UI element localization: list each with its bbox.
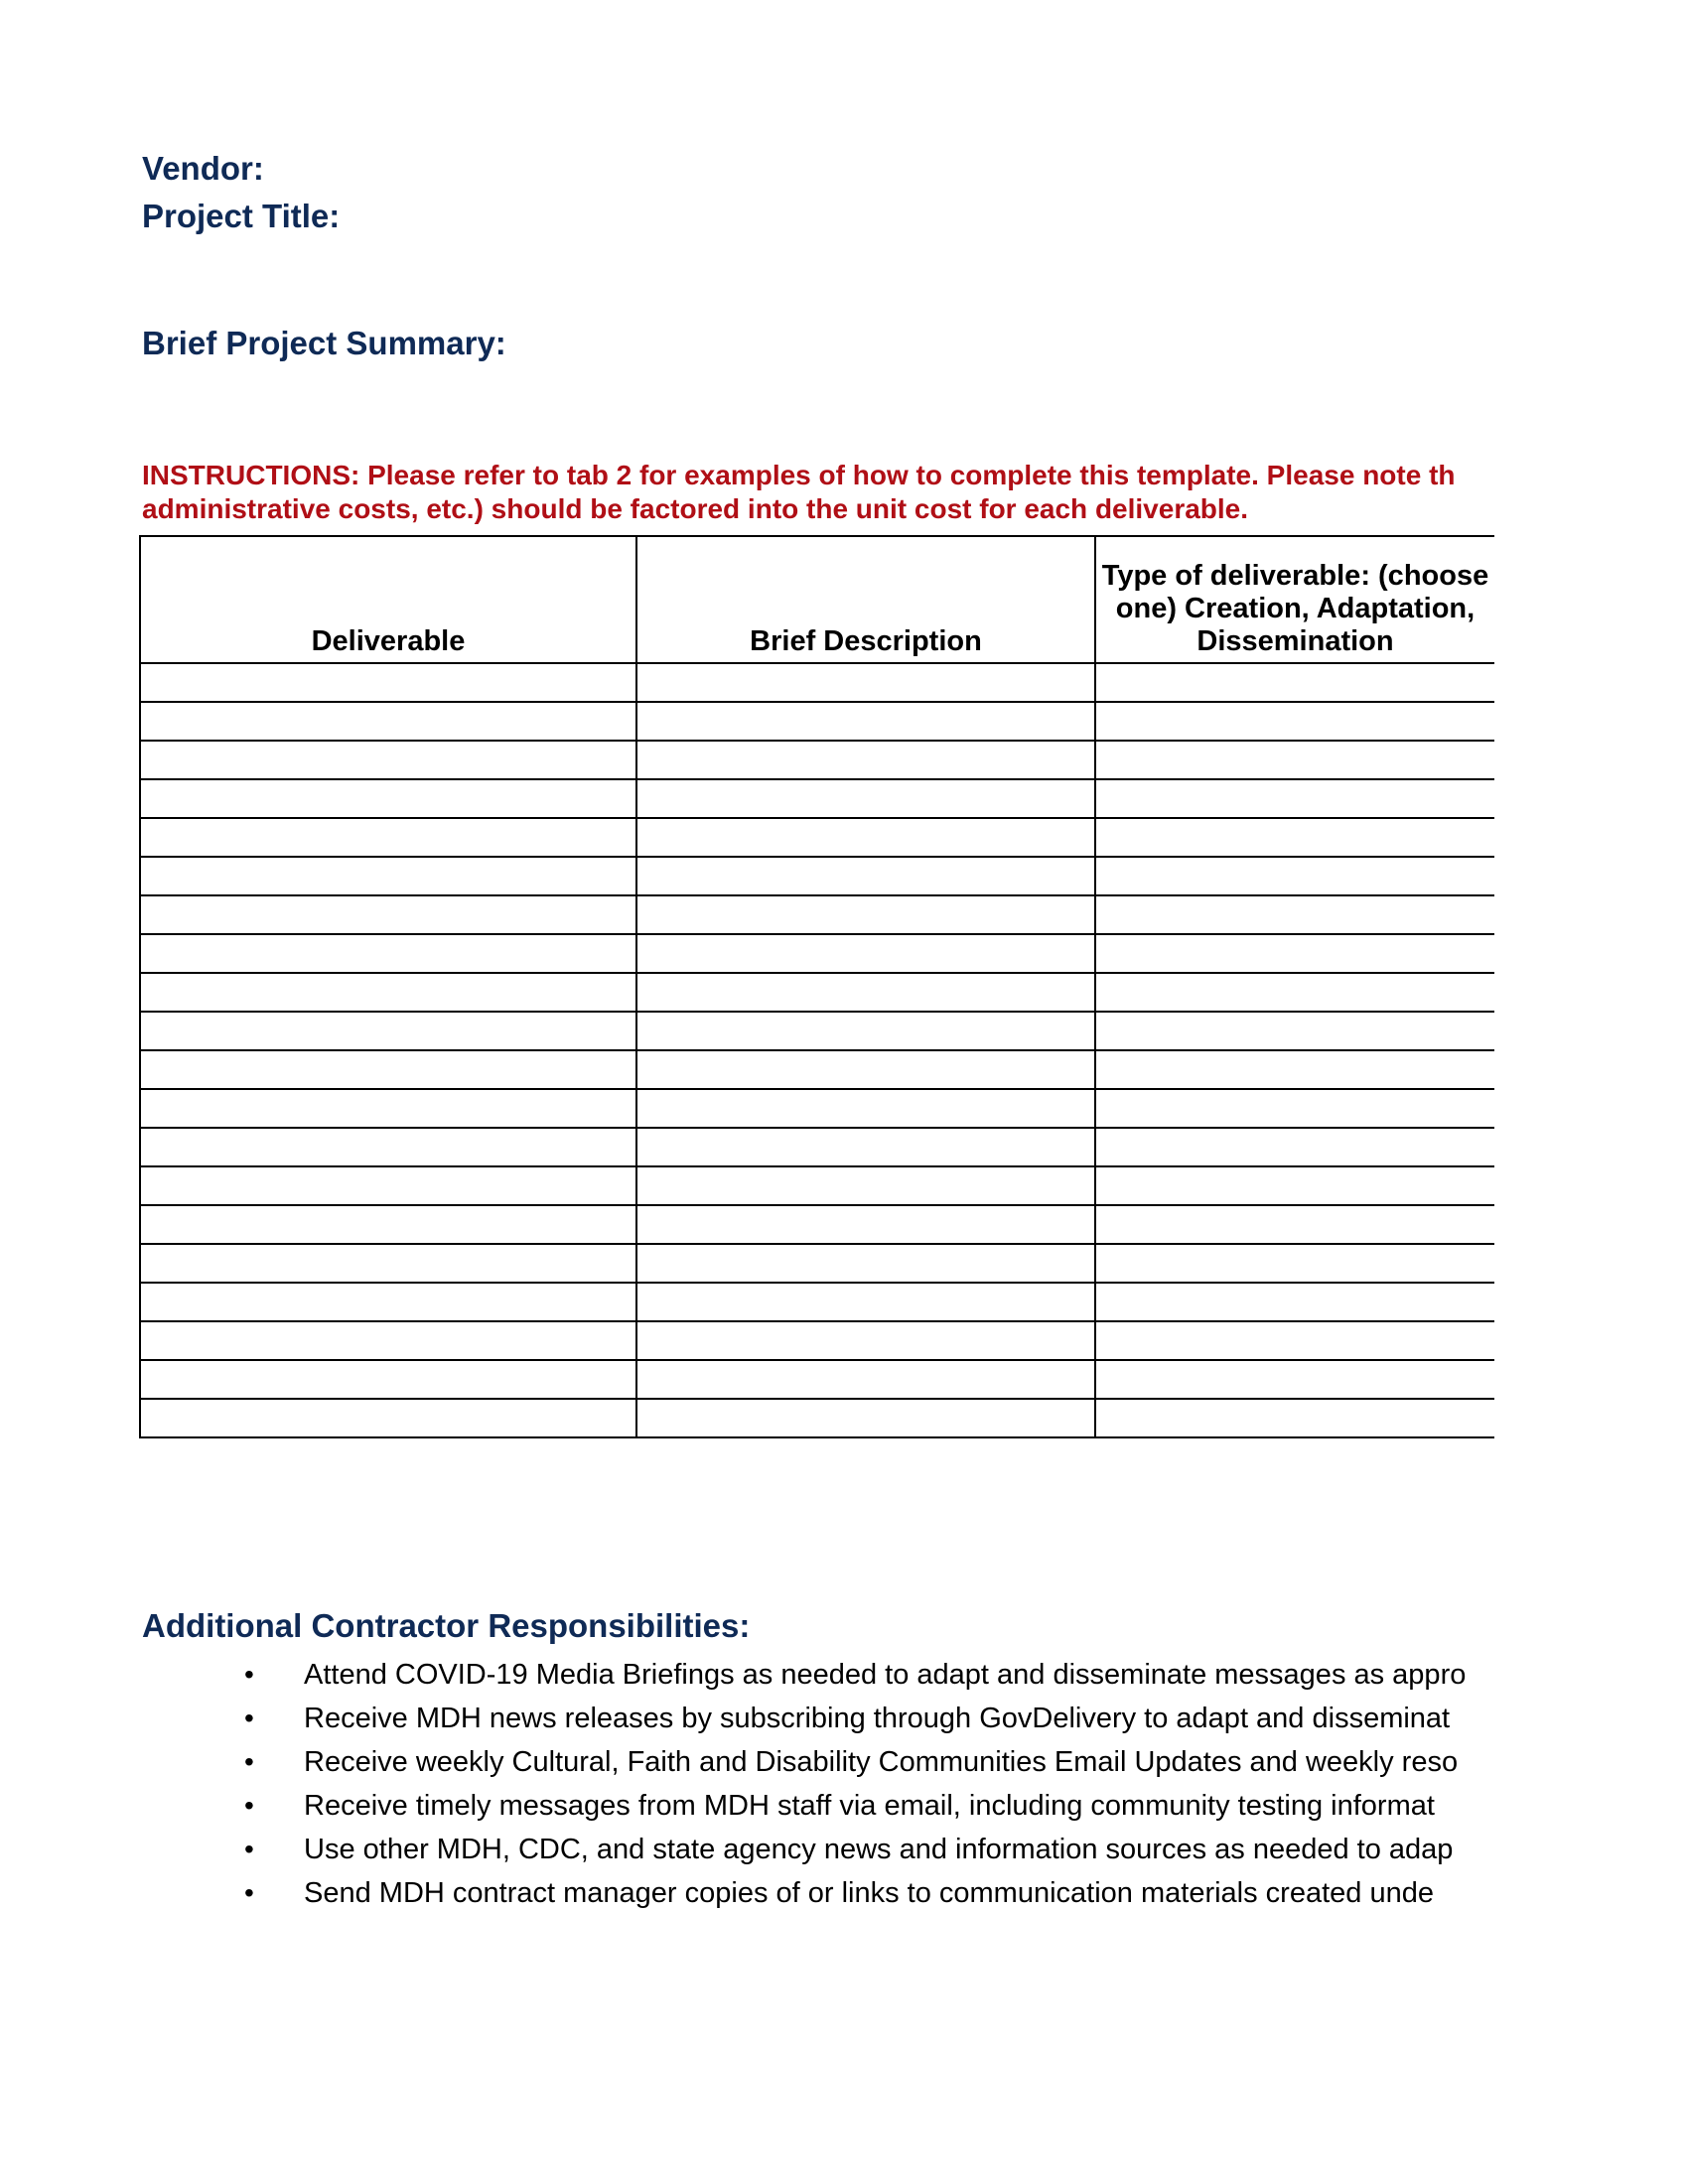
table-cell[interactable] bbox=[1095, 973, 1494, 1012]
list-item bbox=[238, 1784, 1494, 1828]
table-row bbox=[140, 1128, 1494, 1166]
table-row bbox=[140, 1166, 1494, 1205]
responsibilities-list bbox=[238, 1653, 1494, 1915]
table-cell[interactable] bbox=[140, 1283, 636, 1321]
table-cell[interactable] bbox=[1095, 818, 1494, 857]
table-row bbox=[140, 1050, 1494, 1089]
table-cell[interactable] bbox=[636, 934, 1095, 973]
table-header-row bbox=[140, 536, 1494, 663]
table-cell[interactable] bbox=[636, 779, 1095, 818]
column-header-deliverable: Deliverable bbox=[140, 536, 636, 663]
table-row bbox=[140, 1244, 1494, 1283]
deliverables-table bbox=[139, 535, 1494, 1438]
table-cell[interactable] bbox=[140, 1089, 636, 1128]
table-cell[interactable] bbox=[636, 663, 1095, 702]
table-row bbox=[140, 1399, 1494, 1437]
list-item bbox=[238, 1697, 1494, 1740]
table-cell[interactable] bbox=[636, 1360, 1095, 1399]
table-cell[interactable] bbox=[140, 895, 636, 934]
table-cell[interactable] bbox=[1095, 934, 1494, 973]
bullet-icon: • bbox=[244, 1746, 254, 1777]
table-cell[interactable] bbox=[1095, 1244, 1494, 1283]
column-header-brief-description: Brief Description bbox=[636, 536, 1095, 663]
table-cell[interactable] bbox=[1095, 1321, 1494, 1360]
table-cell[interactable] bbox=[636, 702, 1095, 741]
list-item bbox=[238, 1653, 1494, 1697]
table-cell[interactable] bbox=[140, 1205, 636, 1244]
table-cell[interactable] bbox=[1095, 1205, 1494, 1244]
list-item bbox=[238, 1828, 1494, 1871]
list-item-text: Attend COVID-19 Media Briefings as needed to adapt and disseminate messages as appro bbox=[304, 1659, 1467, 1691]
table-cell[interactable] bbox=[140, 1360, 636, 1399]
table-row bbox=[140, 1321, 1494, 1360]
list-item-text: Use other MDH, CDC, and state agency news and information sources as needed to adap bbox=[304, 1834, 1454, 1865]
table-cell[interactable] bbox=[1095, 1166, 1494, 1205]
instructions-line-1: INSTRUCTIONS: Please refer to tab 2 for examples of how to complete this template. Please note th bbox=[142, 460, 1456, 490]
table-row bbox=[140, 1283, 1494, 1321]
table-cell[interactable] bbox=[1095, 1360, 1494, 1399]
table-cell[interactable] bbox=[140, 1128, 636, 1166]
table-cell[interactable] bbox=[1095, 702, 1494, 741]
table-cell[interactable] bbox=[1095, 895, 1494, 934]
list-item bbox=[238, 1740, 1494, 1784]
bullet-icon: • bbox=[244, 1834, 254, 1864]
table-cell[interactable] bbox=[140, 741, 636, 779]
table-cell[interactable] bbox=[636, 1166, 1095, 1205]
table-cell[interactable] bbox=[636, 895, 1095, 934]
table-row bbox=[140, 818, 1494, 857]
table-row bbox=[140, 973, 1494, 1012]
table-cell[interactable] bbox=[636, 1012, 1095, 1050]
table-cell[interactable] bbox=[140, 1321, 636, 1360]
table-cell[interactable] bbox=[140, 779, 636, 818]
table-cell[interactable] bbox=[636, 1244, 1095, 1283]
table-cell[interactable] bbox=[1095, 663, 1494, 702]
table-cell[interactable] bbox=[636, 1089, 1095, 1128]
instructions-text bbox=[142, 459, 1494, 526]
list-item-text: Send MDH contract manager copies of or links to communication materials created unde bbox=[304, 1877, 1434, 1909]
table-cell[interactable] bbox=[1095, 741, 1494, 779]
table-row bbox=[140, 702, 1494, 741]
table-cell[interactable] bbox=[140, 1399, 636, 1437]
list-item-text: Receive timely messages from MDH staff via email, including community testing informat bbox=[304, 1790, 1435, 1822]
table-cell[interactable] bbox=[140, 973, 636, 1012]
table-cell[interactable] bbox=[140, 934, 636, 973]
table-cell[interactable] bbox=[140, 663, 636, 702]
list-item bbox=[238, 1871, 1494, 1915]
bullet-icon: • bbox=[244, 1877, 254, 1908]
brief-project-summary-label: Brief Project Summary: bbox=[142, 325, 506, 361]
table-cell[interactable] bbox=[1095, 1399, 1494, 1437]
table-cell[interactable] bbox=[1095, 857, 1494, 895]
bullet-icon: • bbox=[244, 1659, 254, 1690]
table-row bbox=[140, 1360, 1494, 1399]
table-row bbox=[140, 779, 1494, 818]
table-row bbox=[140, 895, 1494, 934]
table-cell[interactable] bbox=[140, 1244, 636, 1283]
table-cell[interactable] bbox=[636, 1128, 1095, 1166]
table-cell[interactable] bbox=[636, 741, 1095, 779]
table-body bbox=[140, 663, 1494, 1437]
table-cell[interactable] bbox=[636, 1050, 1095, 1089]
instructions-line-2: administrative costs, etc.) should be factored into the unit cost for each deliverable. bbox=[142, 493, 1249, 524]
table-cell[interactable] bbox=[140, 857, 636, 895]
table-row bbox=[140, 1012, 1494, 1050]
column-header-type-of-deliverable: Type of deliverable: (choose one) Creation, Adaptation, Dissemination bbox=[1095, 536, 1494, 663]
table-row bbox=[140, 1089, 1494, 1128]
table-cell[interactable] bbox=[1095, 1050, 1494, 1089]
table-cell[interactable] bbox=[1095, 1283, 1494, 1321]
table-cell[interactable] bbox=[1095, 1012, 1494, 1050]
table-cell[interactable] bbox=[1095, 1089, 1494, 1128]
additional-responsibilities-title: Additional Contractor Responsibilities: bbox=[142, 1607, 751, 1644]
table-row bbox=[140, 663, 1494, 702]
table-cell[interactable] bbox=[1095, 1128, 1494, 1166]
table-cell[interactable] bbox=[140, 1012, 636, 1050]
bullet-icon: • bbox=[244, 1703, 254, 1733]
table-cell[interactable] bbox=[140, 702, 636, 741]
table-cell[interactable] bbox=[636, 1283, 1095, 1321]
list-item-text: Receive weekly Cultural, Faith and Disability Communities Email Updates and weekly reso bbox=[304, 1746, 1459, 1778]
table-cell[interactable] bbox=[636, 1205, 1095, 1244]
table-row bbox=[140, 741, 1494, 779]
table-cell[interactable] bbox=[140, 1166, 636, 1205]
project-title-label: Project Title: bbox=[142, 198, 341, 234]
bullet-icon: • bbox=[244, 1790, 254, 1821]
table-cell[interactable] bbox=[636, 857, 1095, 895]
list-item-text: Receive MDH news releases by subscribing through GovDelivery to adapt and disseminat bbox=[304, 1703, 1451, 1734]
table-cell[interactable] bbox=[636, 1399, 1095, 1437]
table-cell[interactable] bbox=[140, 1050, 636, 1089]
table-row bbox=[140, 1205, 1494, 1244]
deliverables-table-container bbox=[139, 535, 1494, 1448]
table-cell[interactable] bbox=[636, 1321, 1095, 1360]
table-row bbox=[140, 934, 1494, 973]
table-cell[interactable] bbox=[636, 818, 1095, 857]
table-cell[interactable] bbox=[1095, 779, 1494, 818]
table-row bbox=[140, 857, 1494, 895]
vendor-label: Vendor: bbox=[142, 150, 264, 187]
table-cell[interactable] bbox=[636, 973, 1095, 1012]
table-cell[interactable] bbox=[140, 818, 636, 857]
